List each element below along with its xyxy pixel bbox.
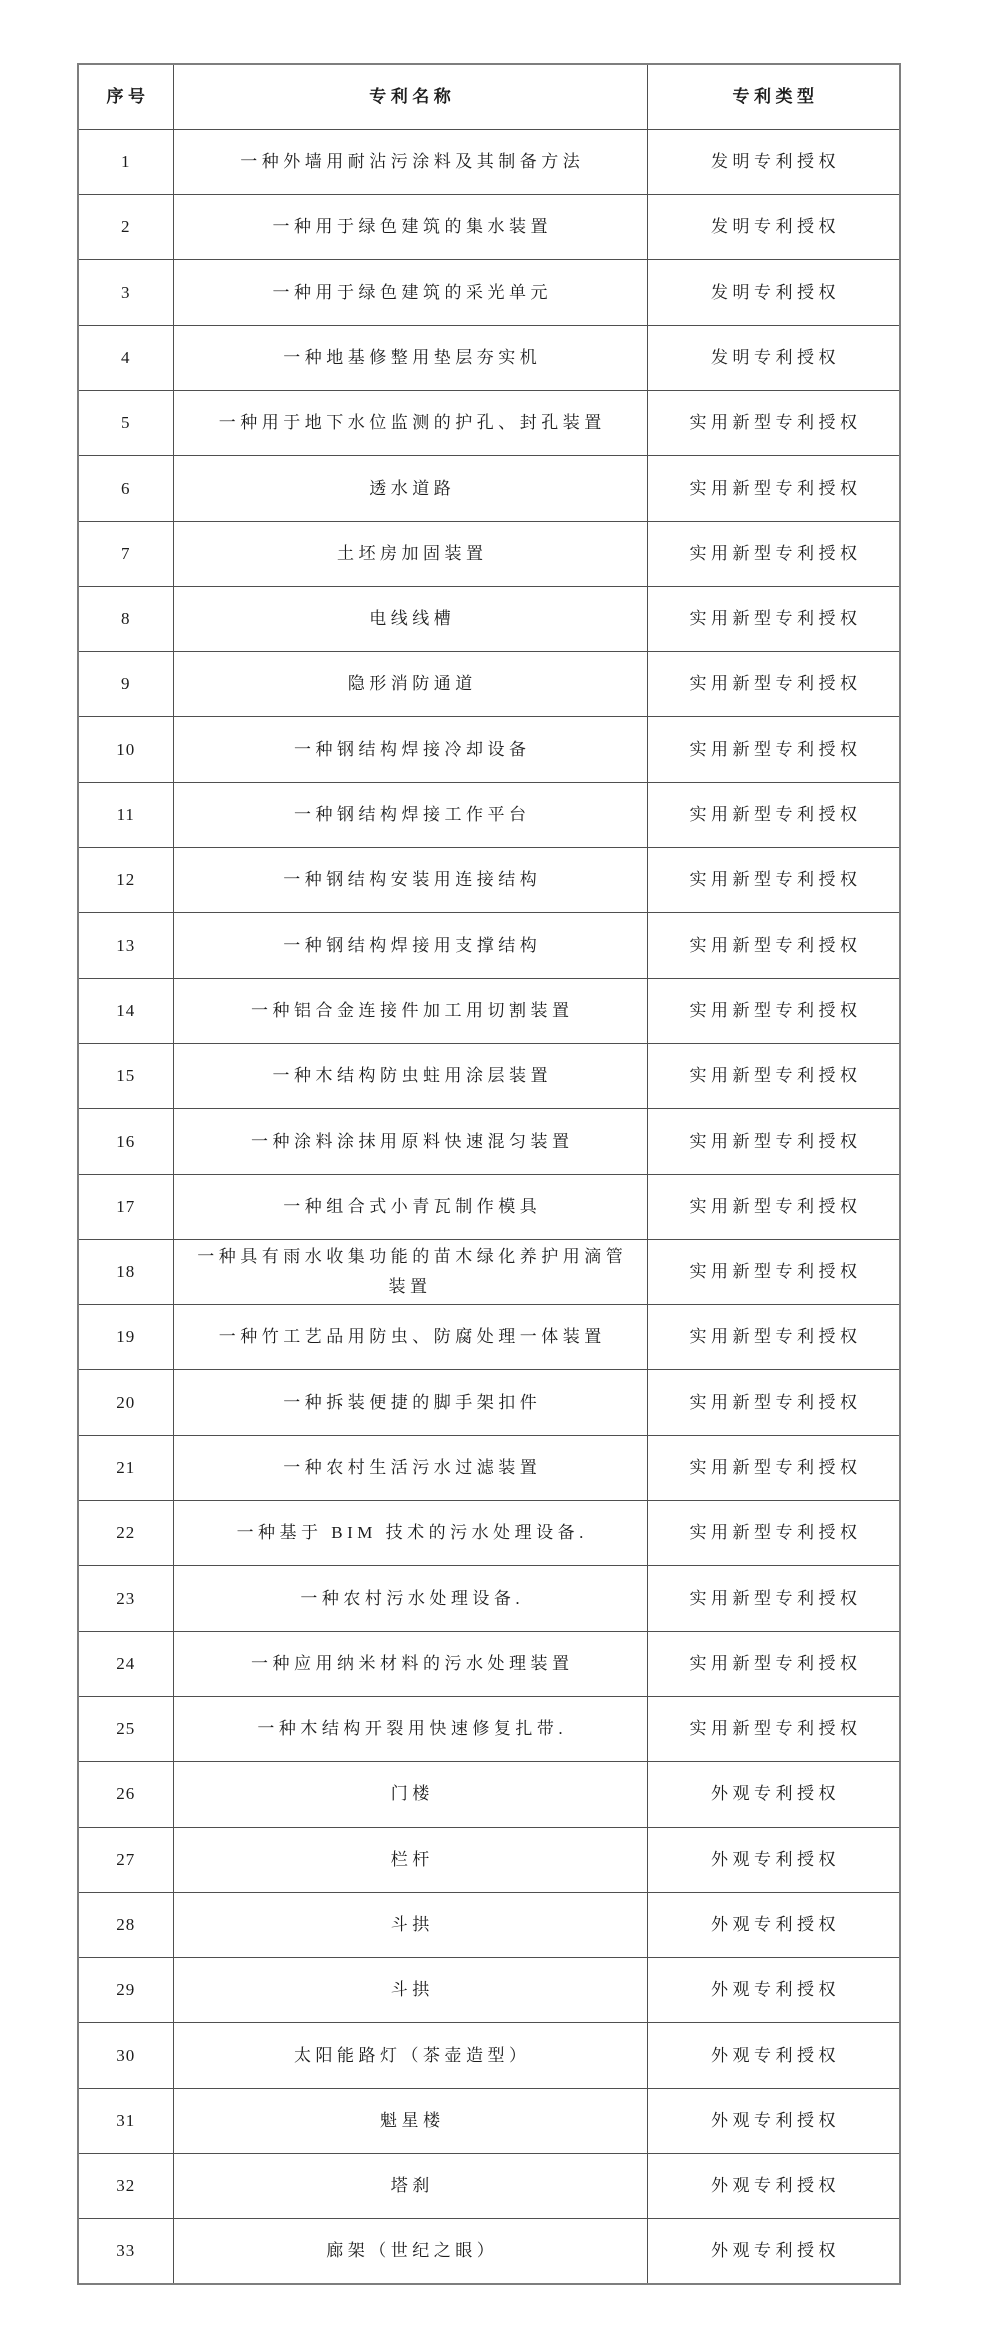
table-row xyxy=(78,129,900,194)
patent-name-cell: 一种用于绿色建筑的集水装置 xyxy=(173,195,647,260)
table-row xyxy=(78,1370,900,1435)
table-row xyxy=(78,848,900,913)
serial-number-cell: 5 xyxy=(78,390,173,455)
table-row xyxy=(78,1109,900,1174)
serial-number-cell: 33 xyxy=(78,2219,173,2284)
table-row xyxy=(78,586,900,651)
patent-name-cell: 一种铝合金连接件加工用切割装置 xyxy=(173,978,647,1043)
patent-type-cell: 实用新型专利授权 xyxy=(647,1305,900,1370)
patent-name-cell: 一种涂料涂抹用原料快速混匀装置 xyxy=(173,1109,647,1174)
patent-type-cell: 实用新型专利授权 xyxy=(647,1501,900,1566)
patent-name-cell: 一种木结构防虫蛀用涂层装置 xyxy=(173,1043,647,1108)
patent-type-cell: 外观专利授权 xyxy=(647,2219,900,2284)
patent-type-cell: 发明专利授权 xyxy=(647,129,900,194)
patent-name-cell: 一种钢结构安装用连接结构 xyxy=(173,848,647,913)
patent-name-cell: 塔刹 xyxy=(173,2154,647,2219)
table-row xyxy=(78,521,900,586)
table-row xyxy=(78,1892,900,1957)
table-row xyxy=(78,195,900,260)
serial-number-cell: 23 xyxy=(78,1566,173,1631)
serial-number-cell: 1 xyxy=(78,129,173,194)
patent-name-cell: 太阳能路灯（茶壶造型） xyxy=(173,2023,647,2088)
patent-name-cell: 一种农村生活污水过滤装置 xyxy=(173,1435,647,1500)
patent-name-cell: 透水道路 xyxy=(173,456,647,521)
patent-type-cell: 实用新型专利授权 xyxy=(647,390,900,455)
patent-type-cell: 实用新型专利授权 xyxy=(647,521,900,586)
serial-number-cell: 32 xyxy=(78,2154,173,2219)
patent-table xyxy=(77,63,901,2285)
table-row xyxy=(78,390,900,455)
patent-type-cell: 实用新型专利授权 xyxy=(647,652,900,717)
patent-type-cell: 外观专利授权 xyxy=(647,2154,900,2219)
table-row xyxy=(78,717,900,782)
patent-type-cell: 实用新型专利授权 xyxy=(647,717,900,782)
table-row xyxy=(78,456,900,521)
patent-type-cell: 外观专利授权 xyxy=(647,1762,900,1827)
serial-number-cell: 8 xyxy=(78,586,173,651)
patent-name-cell: 斗拱 xyxy=(173,1958,647,2023)
patent-name-cell: 一种外墙用耐沾污涂料及其制备方法 xyxy=(173,129,647,194)
table-body xyxy=(78,129,900,2284)
serial-number-cell: 26 xyxy=(78,1762,173,1827)
serial-number-cell: 3 xyxy=(78,260,173,325)
patent-type-cell: 实用新型专利授权 xyxy=(647,1370,900,1435)
patent-type-cell: 外观专利授权 xyxy=(647,1892,900,1957)
patent-name-cell: 一种钢结构焊接工作平台 xyxy=(173,782,647,847)
patent-type-cell: 实用新型专利授权 xyxy=(647,1435,900,1500)
patent-name-cell: 一种竹工艺品用防虫、防腐处理一体装置 xyxy=(173,1305,647,1370)
patent-type-cell: 实用新型专利授权 xyxy=(647,1696,900,1761)
patent-name-cell: 一种地基修整用垫层夯实机 xyxy=(173,325,647,390)
table-row xyxy=(78,978,900,1043)
patent-name-cell: 栏杆 xyxy=(173,1827,647,1892)
patent-name-cell: 一种用于绿色建筑的采光单元 xyxy=(173,260,647,325)
patent-type-cell: 外观专利授权 xyxy=(647,1827,900,1892)
serial-number-cell: 29 xyxy=(78,1958,173,2023)
serial-number-cell: 12 xyxy=(78,848,173,913)
serial-number-cell: 18 xyxy=(78,1239,173,1304)
table-row xyxy=(78,1305,900,1370)
table-row xyxy=(78,1958,900,2023)
table-row xyxy=(78,1435,900,1500)
serial-number-cell: 30 xyxy=(78,2023,173,2088)
patent-type-cell: 实用新型专利授权 xyxy=(647,1109,900,1174)
table-row xyxy=(78,1501,900,1566)
patent-type-cell: 实用新型专利授权 xyxy=(647,456,900,521)
table-row xyxy=(78,652,900,717)
patent-type-cell: 实用新型专利授权 xyxy=(647,1631,900,1696)
serial-number-cell: 24 xyxy=(78,1631,173,1696)
table-row xyxy=(78,1827,900,1892)
patent-name-cell: 土坯房加固装置 xyxy=(173,521,647,586)
col-header-patent-name: 专利名称 xyxy=(173,64,647,129)
table-row xyxy=(78,2088,900,2153)
patent-type-cell: 实用新型专利授权 xyxy=(647,1566,900,1631)
serial-number-cell: 14 xyxy=(78,978,173,1043)
serial-number-cell: 16 xyxy=(78,1109,173,1174)
patent-type-cell: 发明专利授权 xyxy=(647,195,900,260)
patent-name-cell: 一种木结构开裂用快速修复扎带. xyxy=(173,1696,647,1761)
patent-type-cell: 实用新型专利授权 xyxy=(647,1174,900,1239)
patent-name-cell: 一种基于 BIM 技术的污水处理设备. xyxy=(173,1501,647,1566)
table-row xyxy=(78,1239,900,1304)
col-header-patent-type: 专利类型 xyxy=(647,64,900,129)
patent-name-cell: 一种拆装便捷的脚手架扣件 xyxy=(173,1370,647,1435)
table-row xyxy=(78,1696,900,1761)
patent-name-cell: 电线线槽 xyxy=(173,586,647,651)
serial-number-cell: 17 xyxy=(78,1174,173,1239)
table-row xyxy=(78,325,900,390)
serial-number-cell: 19 xyxy=(78,1305,173,1370)
patent-type-cell: 实用新型专利授权 xyxy=(647,1239,900,1304)
patent-type-cell: 实用新型专利授权 xyxy=(647,978,900,1043)
table-row xyxy=(78,1631,900,1696)
table-row xyxy=(78,260,900,325)
serial-number-cell: 28 xyxy=(78,1892,173,1957)
patent-name-cell: 一种组合式小青瓦制作模具 xyxy=(173,1174,647,1239)
patent-name-cell: 一种钢结构焊接用支撑结构 xyxy=(173,913,647,978)
table-row xyxy=(78,782,900,847)
table-row xyxy=(78,1762,900,1827)
serial-number-cell: 4 xyxy=(78,325,173,390)
patent-name-cell: 隐形消防通道 xyxy=(173,652,647,717)
col-header-serial: 序号 xyxy=(78,64,173,129)
table-row xyxy=(78,913,900,978)
patent-name-cell: 一种农村污水处理设备. xyxy=(173,1566,647,1631)
patent-table-container xyxy=(77,63,901,2285)
table-row xyxy=(78,2023,900,2088)
header-row xyxy=(78,64,900,129)
serial-number-cell: 25 xyxy=(78,1696,173,1761)
serial-number-cell: 6 xyxy=(78,456,173,521)
serial-number-cell: 27 xyxy=(78,1827,173,1892)
serial-number-cell: 7 xyxy=(78,521,173,586)
patent-name-cell: 一种用于地下水位监测的护孔、封孔装置 xyxy=(173,390,647,455)
patent-type-cell: 实用新型专利授权 xyxy=(647,848,900,913)
patent-type-cell: 实用新型专利授权 xyxy=(647,782,900,847)
patent-name-cell: 一种具有雨水收集功能的苗木绿化养护用滴管装置 xyxy=(173,1239,647,1304)
patent-name-cell: 一种钢结构焊接冷却设备 xyxy=(173,717,647,782)
patent-type-cell: 外观专利授权 xyxy=(647,2023,900,2088)
patent-type-cell: 发明专利授权 xyxy=(647,260,900,325)
patent-name-cell: 魁星楼 xyxy=(173,2088,647,2153)
serial-number-cell: 21 xyxy=(78,1435,173,1500)
serial-number-cell: 15 xyxy=(78,1043,173,1108)
table-header xyxy=(78,64,900,129)
serial-number-cell: 31 xyxy=(78,2088,173,2153)
patent-type-cell: 实用新型专利授权 xyxy=(647,586,900,651)
patent-name-cell: 门楼 xyxy=(173,1762,647,1827)
serial-number-cell: 20 xyxy=(78,1370,173,1435)
serial-number-cell: 22 xyxy=(78,1501,173,1566)
serial-number-cell: 2 xyxy=(78,195,173,260)
patent-name-cell: 斗拱 xyxy=(173,1892,647,1957)
table-row xyxy=(78,2154,900,2219)
patent-type-cell: 外观专利授权 xyxy=(647,1958,900,2023)
serial-number-cell: 10 xyxy=(78,717,173,782)
patent-name-cell: 廊架（世纪之眼） xyxy=(173,2219,647,2284)
table-row xyxy=(78,1043,900,1108)
table-row xyxy=(78,1174,900,1239)
serial-number-cell: 9 xyxy=(78,652,173,717)
serial-number-cell: 13 xyxy=(78,913,173,978)
patent-type-cell: 发明专利授权 xyxy=(647,325,900,390)
patent-type-cell: 外观专利授权 xyxy=(647,2088,900,2153)
patent-name-cell: 一种应用纳米材料的污水处理装置 xyxy=(173,1631,647,1696)
table-row xyxy=(78,1566,900,1631)
serial-number-cell: 11 xyxy=(78,782,173,847)
patent-type-cell: 实用新型专利授权 xyxy=(647,913,900,978)
table-row xyxy=(78,2219,900,2284)
patent-type-cell: 实用新型专利授权 xyxy=(647,1043,900,1108)
